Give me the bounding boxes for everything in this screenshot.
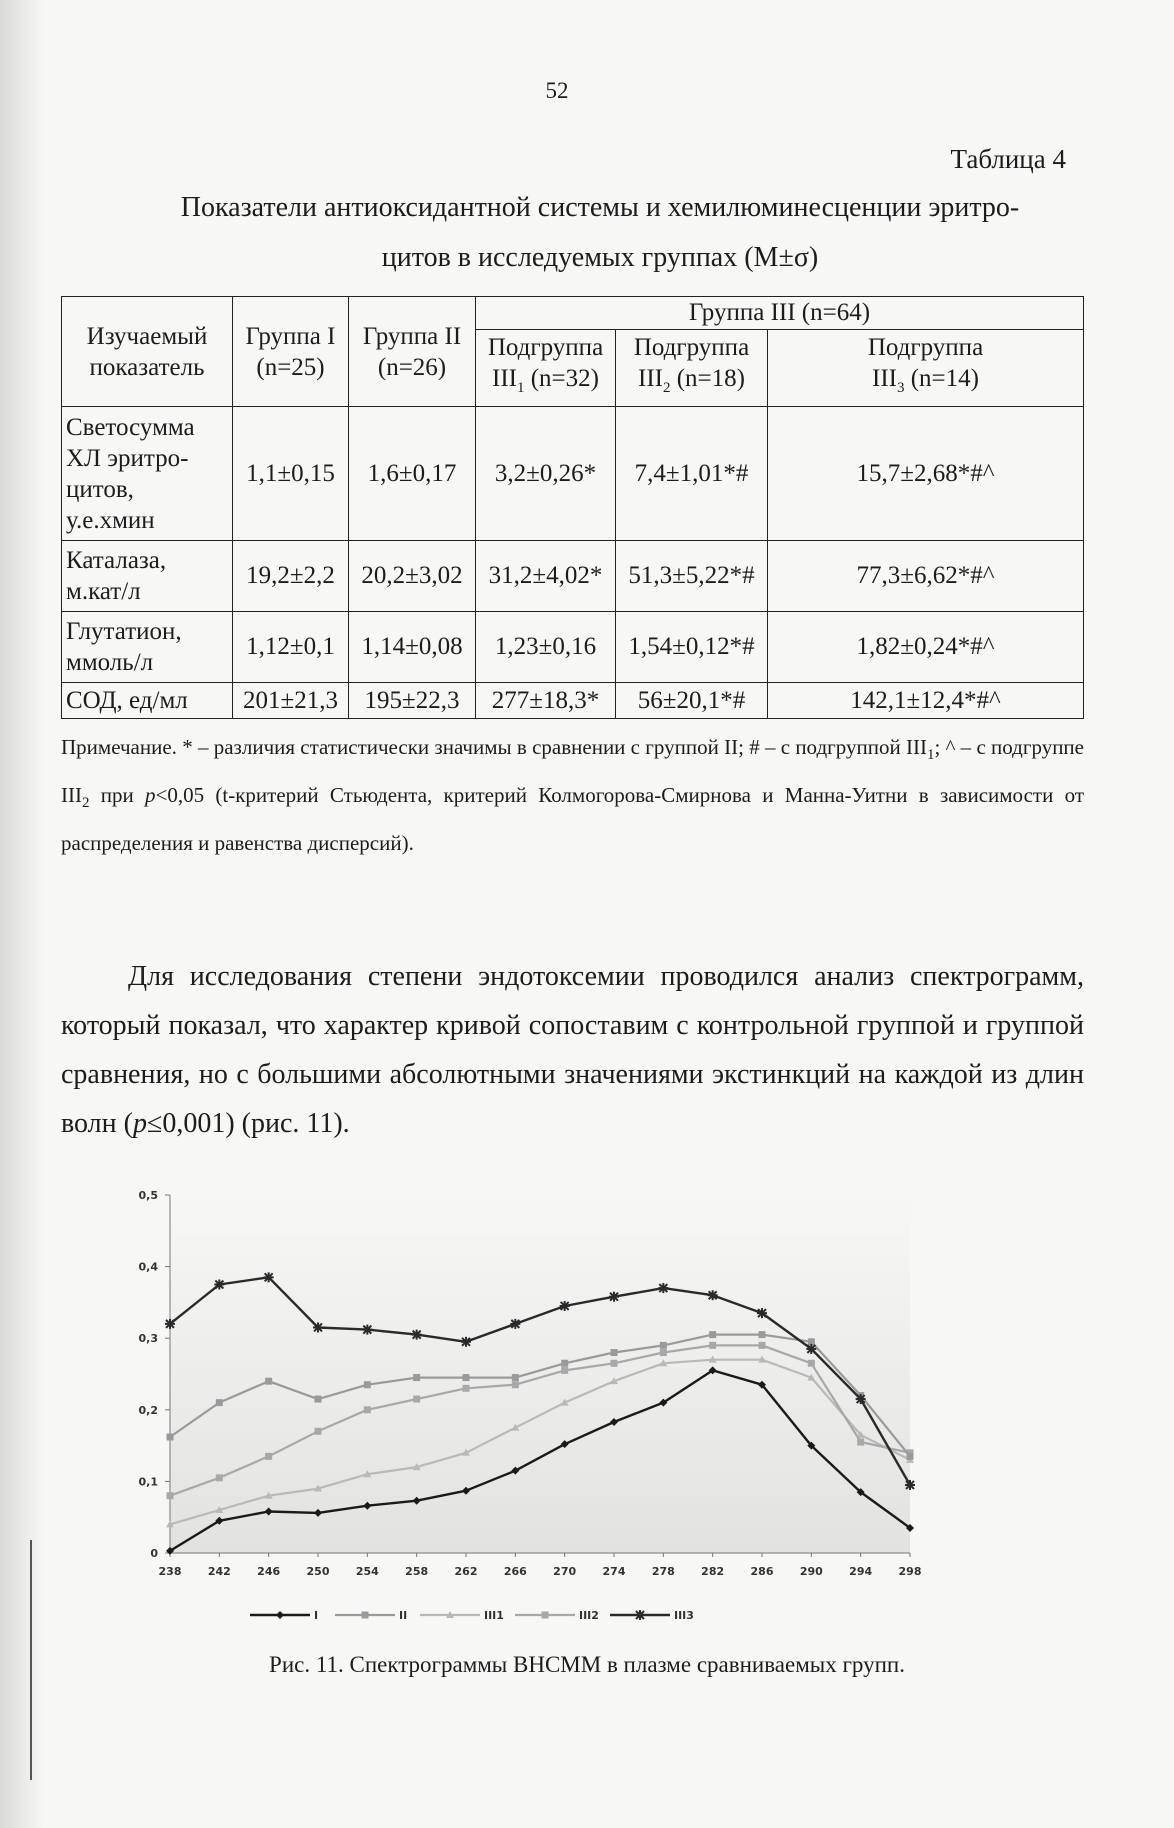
table-cell: 56±20,1*#	[616, 683, 768, 719]
data-point	[660, 1342, 667, 1349]
data-point	[364, 1406, 371, 1413]
y-tick-label: 0,2	[138, 1403, 158, 1417]
row-label-line: ммоль/л	[66, 649, 154, 676]
data-point	[611, 1349, 618, 1356]
data-point	[561, 1360, 568, 1367]
data-point	[542, 1612, 549, 1619]
subgroup-n: (n=18)	[676, 365, 745, 392]
data-point	[167, 1492, 174, 1499]
subgroup-n: (n=14)	[910, 365, 979, 392]
header-text: Группа I	[245, 322, 336, 350]
data-point	[364, 1381, 371, 1388]
data-table	[61, 296, 1084, 719]
data-point	[635, 1610, 645, 1620]
x-tick-label: 278	[651, 1565, 675, 1578]
data-point	[806, 1344, 816, 1354]
row-label-line: цитов,	[66, 475, 134, 503]
table-cell: 77,3±6,62*#^	[768, 541, 1084, 612]
note-italic: p	[145, 783, 156, 808]
subgroup-base: III	[872, 365, 897, 392]
row-label-line: ХЛ эритро-	[66, 444, 189, 472]
header-text: Группа II	[362, 322, 462, 350]
row-label-line: Глутатион,	[66, 618, 182, 645]
subgroup-base: III	[492, 365, 517, 392]
subgroup-index: 1	[516, 380, 525, 396]
row-label-line: Каталаза,	[66, 547, 167, 574]
paragraph-italic: p	[132, 1108, 147, 1139]
data-point	[757, 1308, 767, 1318]
legend-item	[515, 1609, 599, 1622]
table-cell: 1,1±0,15	[233, 407, 349, 541]
header-subgroup-2	[616, 330, 768, 407]
chart-legend	[250, 1609, 694, 1622]
x-tick-label: 246	[257, 1565, 281, 1578]
row-label-line: м.кат/л	[66, 578, 141, 605]
data-point	[658, 1283, 668, 1293]
paragraph-text: Для исследования степени эндотоксемии проводился анализ спектрограмм, который показал, что характер кривой сопоставим с контрольной группой и группой сравнения, но с большими абсолютными значениями экстинкций на каждой из длин волн (	[61, 961, 1084, 1139]
data-point	[265, 1378, 272, 1385]
table-caption	[130, 183, 1070, 283]
data-point	[216, 1399, 223, 1406]
header-text	[620, 363, 763, 404]
header-text: Подгруппа	[633, 334, 750, 361]
header-subgroup-1	[476, 330, 616, 407]
x-axis	[159, 1553, 922, 1578]
table-row	[62, 683, 1084, 719]
table-cell: 15,7±2,68*#^	[768, 407, 1084, 541]
data-point	[315, 1428, 322, 1435]
body-paragraph	[61, 952, 1084, 1148]
data-point	[216, 1474, 223, 1481]
note-text: Примечание. * – различия статистически значимы в сравнении с группой II; # – с подгруппой III	[61, 735, 927, 759]
data-point	[709, 1331, 716, 1338]
table-cell: 51,3±5,22*#	[616, 541, 768, 612]
data-point	[463, 1374, 470, 1381]
data-point	[313, 1322, 323, 1332]
data-point	[905, 1480, 915, 1490]
legend-item	[420, 1609, 504, 1622]
table-cell: 19,2±2,2	[233, 541, 349, 612]
data-point	[857, 1439, 864, 1446]
table-cell: 1,12±0,1	[233, 612, 349, 683]
note-text: <0,05 (t-критерий Стьюдента, критерий Колмогорова-Смирнова и Манна-Уитни в зависимости от распределения и равенства дисперсий).	[61, 783, 1084, 856]
header-subgroup-3	[768, 330, 1084, 407]
data-point	[167, 1434, 174, 1441]
legend-item	[335, 1609, 407, 1622]
x-tick-label: 254	[355, 1565, 379, 1578]
table-cell: 195±22,3	[349, 683, 476, 719]
data-point	[265, 1453, 272, 1460]
table-row	[62, 612, 1084, 683]
data-point	[759, 1331, 766, 1338]
data-point	[362, 1612, 369, 1619]
table-cell: 7,4±1,01*#	[616, 407, 768, 541]
data-point	[461, 1337, 471, 1347]
header-text: показатель	[89, 353, 205, 381]
table-label: Таблица 4	[950, 144, 1066, 174]
legend-label: III3	[674, 1609, 694, 1622]
table-cell: 3,2±0,26*	[476, 407, 616, 541]
legend-label: II	[399, 1609, 408, 1622]
table-row	[62, 407, 1084, 541]
table-cell: 277±18,3*	[476, 683, 616, 719]
note-text: при	[89, 783, 146, 808]
data-point	[510, 1319, 520, 1329]
header-group-2	[349, 297, 476, 407]
table-caption-line: цитов в исследуемых группах (M±σ)	[381, 242, 819, 273]
spectrogram-chart	[130, 1180, 960, 1640]
table-cell: 201±21,3	[233, 683, 349, 719]
paragraph-text: ≤0,001) (рис. 11).	[146, 1108, 350, 1139]
legend-label: III1	[484, 1609, 504, 1622]
x-tick-label: 270	[553, 1565, 577, 1578]
data-point	[759, 1342, 766, 1349]
note-text: ; ^ – с подгруппе III	[61, 735, 1084, 808]
subgroup-index: 2	[662, 380, 671, 396]
table-cell: 20,2±3,02	[349, 541, 476, 612]
row-label-line: у.е.хмин	[66, 506, 155, 534]
header-text	[772, 363, 1079, 404]
subgroup-base: III	[638, 365, 663, 392]
data-point	[413, 1374, 420, 1381]
legend-label: I	[314, 1609, 319, 1622]
row-label	[62, 612, 233, 683]
table-cell: 1,6±0,17	[349, 407, 476, 541]
table-cell: 1,82±0,24*#^	[768, 612, 1084, 683]
x-tick-label: 274	[602, 1565, 626, 1578]
data-point	[611, 1360, 618, 1367]
legend-item	[250, 1609, 318, 1622]
data-point	[907, 1453, 914, 1460]
table-cell: 1,23±0,16	[476, 612, 616, 683]
x-tick-label: 262	[454, 1565, 478, 1578]
legend-item	[610, 1609, 694, 1622]
x-tick-label: 290	[799, 1565, 823, 1578]
y-tick-label: 0,4	[138, 1260, 158, 1274]
data-point	[362, 1325, 372, 1335]
data-point	[808, 1360, 815, 1367]
subgroup-n: (n=32)	[530, 365, 599, 392]
data-point	[512, 1381, 519, 1388]
data-point	[214, 1280, 224, 1290]
note-subscript: 2	[81, 795, 90, 812]
table-note	[61, 727, 1084, 863]
figure-caption: Рис. 11. Спектрограммы ВНСММ в плазме сравниваемых групп.	[269, 1652, 905, 1677]
x-tick-label: 294	[849, 1565, 873, 1578]
y-tick-label: 0,5	[138, 1189, 158, 1202]
x-tick-label: 298	[898, 1565, 922, 1578]
row-label-line: СОД, ед/мл	[66, 687, 188, 714]
data-point	[463, 1385, 470, 1392]
data-point	[609, 1292, 619, 1302]
y-tick-label: 0,3	[138, 1332, 158, 1346]
data-point	[660, 1349, 667, 1356]
data-point	[856, 1394, 866, 1404]
data-point	[512, 1374, 519, 1381]
x-tick-label: 250	[306, 1565, 330, 1578]
x-tick-label: 242	[207, 1565, 231, 1578]
x-tick-label: 266	[503, 1565, 527, 1578]
table-cell: 142,1±12,4*#^	[768, 683, 1084, 719]
x-tick-label: 258	[405, 1565, 429, 1578]
row-label	[62, 683, 233, 719]
header-parameter	[62, 297, 233, 407]
data-point	[264, 1272, 274, 1282]
header-text	[480, 363, 611, 404]
legend-label: III2	[579, 1609, 599, 1622]
x-tick-label: 282	[701, 1565, 725, 1578]
row-label	[62, 541, 233, 612]
data-point	[276, 1611, 284, 1619]
table-caption-line: Показатели антиоксидантной системы и хемилюминесценции эритро-	[180, 192, 1020, 223]
row-label	[62, 407, 233, 541]
y-axis	[139, 1189, 171, 1560]
data-point	[561, 1367, 568, 1374]
header-text: Подгруппа	[867, 334, 984, 361]
data-point	[708, 1290, 718, 1300]
table-cell: 1,54±0,12*#	[616, 612, 768, 683]
page-number: 52	[545, 78, 569, 103]
table-row	[62, 541, 1084, 612]
data-point	[709, 1342, 716, 1349]
data-point	[165, 1319, 175, 1329]
page-shadow	[0, 0, 44, 1828]
data-point	[315, 1396, 322, 1403]
data-point	[412, 1330, 422, 1340]
row-label-line: Светосумма	[66, 413, 195, 441]
y-tick-label: 0	[150, 1547, 158, 1560]
x-tick-label: 238	[158, 1565, 182, 1578]
data-point	[413, 1396, 420, 1403]
header-text: (n=26)	[377, 353, 447, 381]
subgroup-index: 3	[896, 380, 905, 396]
header-text: (n=25)	[256, 353, 325, 381]
header-group-3: Группа III (n=64)	[476, 297, 1084, 330]
data-point	[560, 1301, 570, 1311]
header-group-1	[233, 297, 349, 407]
table-cell: 1,14±0,08	[349, 612, 476, 683]
table-header-row	[62, 297, 1084, 330]
header-text: Подгруппа	[487, 334, 604, 361]
x-tick-label: 286	[750, 1565, 774, 1578]
note-subscript: 1	[926, 747, 935, 764]
header-text: Изучаемый	[86, 322, 208, 350]
table-cell: 31,2±4,02*	[476, 541, 616, 612]
y-tick-label: 0,1	[138, 1475, 158, 1489]
